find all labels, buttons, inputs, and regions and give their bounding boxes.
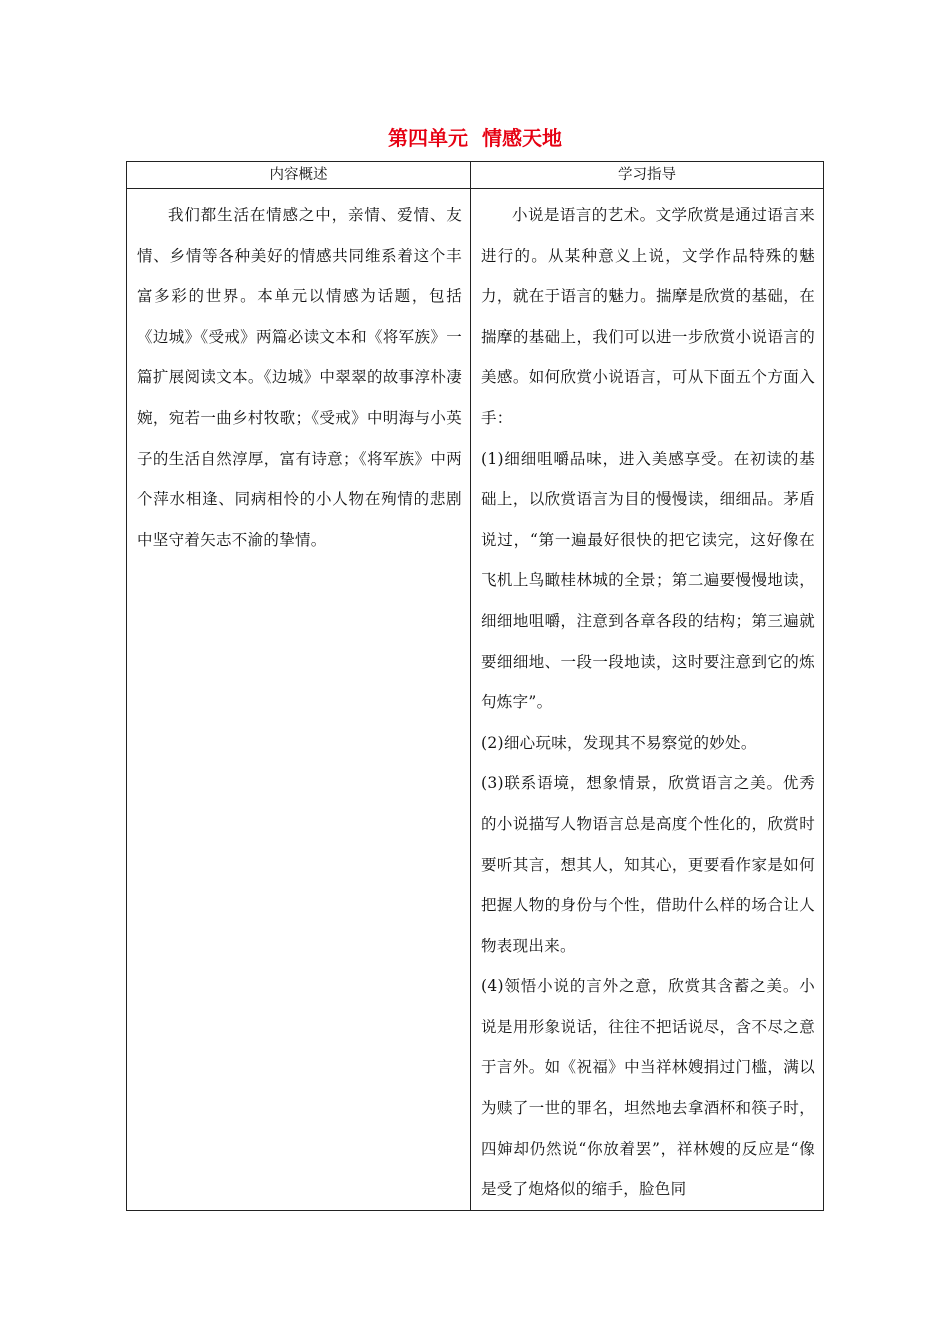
table-row: [127, 189, 824, 1211]
overview-paragraph: 我们都生活在情感之中，亲情、爱情、友情、乡情等各种美好的情感共同维系着这个丰富多彩的世界。本单元以情感为话题，包括《边城》《受戒》两篇必读文本和《将军族》一篇扩展阅读文本。《边城》中翠翠的故事淳朴凄婉，宛若一曲乡村牧歌；《受戒》中明海与小英子的生活自然淳厚，富有诗意；《将军族》中两个萍水相逢、同病相怜的小人物在殉情的悲剧中坚守着矢志不渝的挚情。: [137, 206, 462, 549]
guidance-cell: [471, 189, 824, 1211]
guidance-point-4: (4)领悟小说的言外之意，欣赏其含蓄之美。小说是用形象说话，往往不把话说尽，含不尽之意于言外。如《祝福》中当祥林嫂捐过门槛，满以为赎了一世的罪名，坦然地去拿酒杯和筷子时，四婶却仍然说“你放着罢”，祥林嫂的反应是“像是受了炮烙似的缩手，脸色同: [481, 977, 815, 1199]
guide-table: [126, 161, 824, 1211]
unit-title: 第四单元 情感天地: [388, 126, 562, 150]
header-content-overview: 内容概述: [127, 162, 471, 189]
table-header-row: [127, 162, 824, 189]
guidance-point-2: (2)细心玩味，发现其不易察觉的妙处。: [481, 733, 757, 752]
guidance-intro: 小说是语言的艺术。文学欣赏是通过语言来进行的。从某种意义上说，文学作品特殊的魅力，就在于语言的魅力。揣摩是欣赏的基础，在揣摩的基础上，我们可以进一步欣赏小说语言的美感。如何欣赏小说语言，可从下面五个方面入手：: [481, 206, 815, 427]
guidance-point-3: (3)联系语境，想象情景，欣赏语言之美。优秀的小说描写人物语言总是高度个性化的，欣赏时要听其言，想其人，知其心，更要看作家是如何把握人物的身份与个性，借助什么样的场合让人物表现出来。: [481, 774, 815, 955]
guidance-point-1: (1)细细咀嚼品味，进入美感享受。在初读的基础上，以欣赏语言为目的慢慢读，细细品。茅盾说过，“第一遍最好很快的把它读完，这好像在飞机上鸟瞰桂林城的全景；第二遍要慢慢地读，细细地咀嚼，注意到各章各段的结构；第三遍就要细细地、一段一段地读，这时要注意到它的炼句炼字”。: [481, 449, 815, 712]
header-study-guidance: 学习指导: [471, 162, 824, 189]
overview-cell: [127, 189, 471, 1211]
